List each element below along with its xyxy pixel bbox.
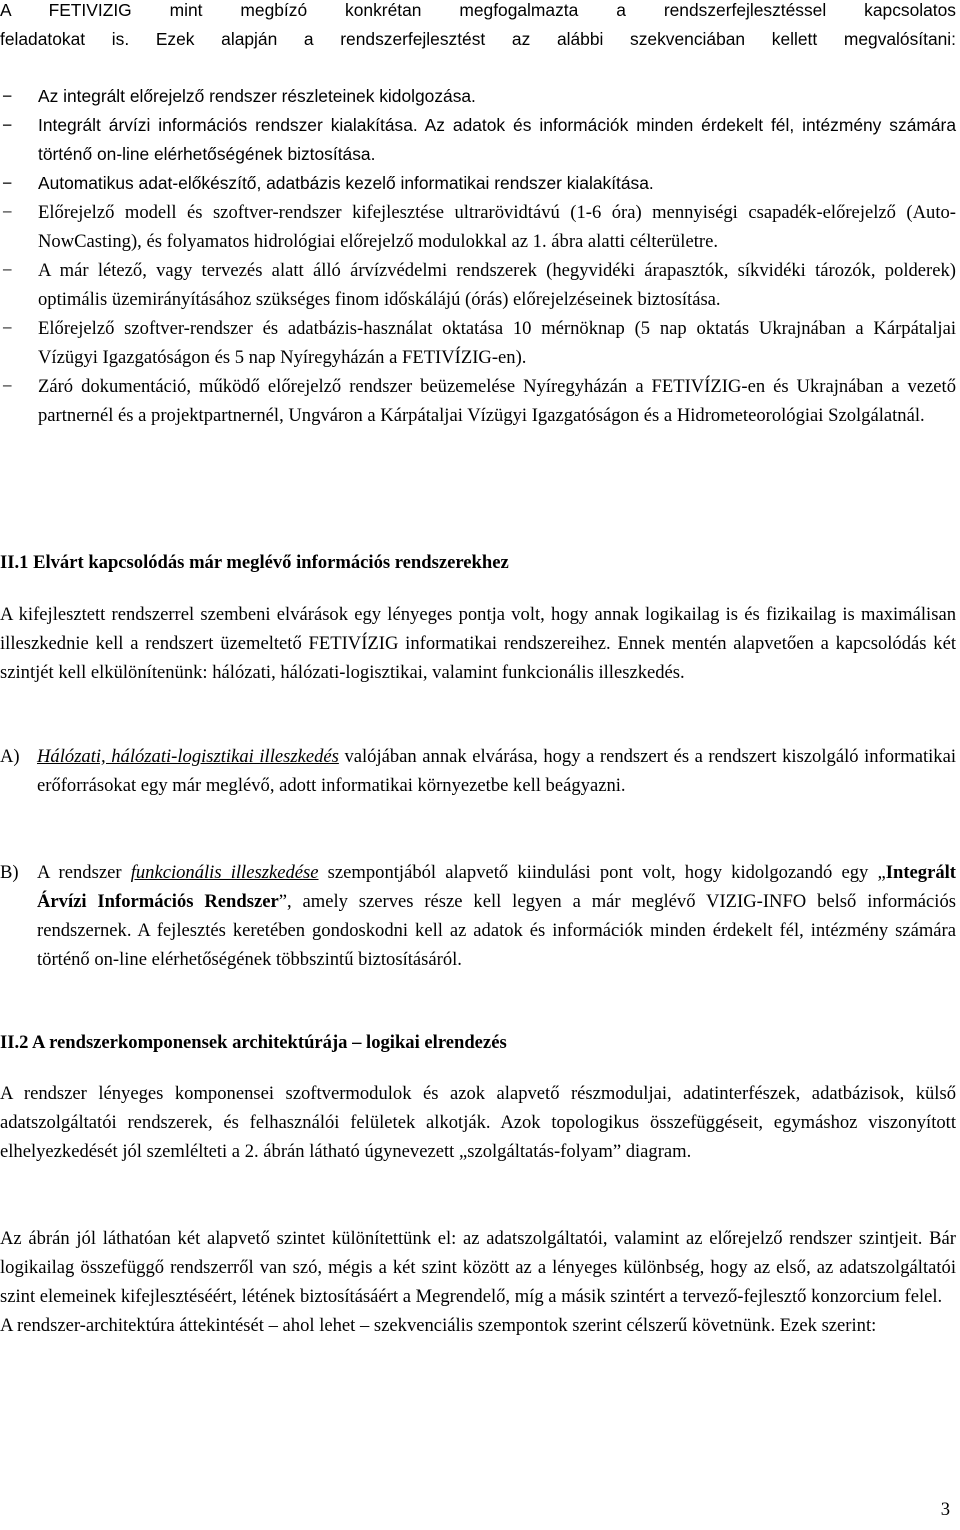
list-item: − Előrejelző modell és szoftver-rendszer kifejlesztése ultrarövidtávú (1-6 óra) mennyiségi csapadék-előrejelző (Auto-NowCasting), és folyamatos hidrológiai előrejelző modulokkal az 1. ábra alatti célterületre. bbox=[0, 198, 956, 256]
dash-bullet: − bbox=[2, 202, 13, 223]
item-b-text: A rendszer funkcionális illeszkedése szempontjából alapvető kiindulási pont volt, hogy kidolgozandó egy „Integrált Árvízi Információs Rendszer”, amely szerves része kell legyen a már meglévő VIZIG-INFO belső információs rendszernek. A fejlesztés keretében gondoskodni kell az adatok és információk minden érdekelt fél, intézmény számára történő on-line elérhetőségének többszintű biztosításáról. bbox=[37, 862, 956, 970]
item-b-label: B) bbox=[0, 862, 19, 883]
intro-line-1: A FETIVIZIG mint megbízó konkrétan megfogalmazta a rendszerfejlesztéssel kapcsolatos bbox=[0, 0, 956, 20]
dash-bullet: − bbox=[2, 260, 13, 281]
dash-bullet: − bbox=[2, 376, 13, 397]
list-item: − A már létező, vagy tervezés alatt álló árvízvédelmi rendszerek (hegyvidéki árapasztók, síkvidéki tározók, polderek) optimális üzemirányításához szükséges finom időskálájú (órás) előrejelzéseinek biztosítása. bbox=[0, 256, 956, 314]
item-a bbox=[0, 742, 956, 800]
list-item: − Automatikus adat-előkészítő, adatbázis kezelő informatikai rendszer kialakítása. bbox=[0, 169, 956, 198]
section-2-paragraphs bbox=[0, 1224, 956, 1340]
dash-bullet: − bbox=[2, 318, 13, 339]
list-item: − Integrált árvízi információs rendszer kialakítása. Az adatok és információk minden érdekelt fél, intézmény számára történő on-line elérhetőségének biztosítása. bbox=[0, 111, 956, 169]
intro-line-2: feladatokat is. Ezek alapján a rendszerfejlesztést az alábbi szekvenciában kellett megvalósítani: bbox=[0, 29, 956, 49]
section-2-paragraph-2: Az ábrán jól láthatóan két alapvető szintet különítettünk el: az adatszolgáltatói, valamint az előrejelző rendszer szintjeit. Bár logikailag összefüggő rendszerről van szó, mégis a két szint között az a lényeges különbség, hogy az első, az adatszolgáltatói szint elemeinek kifejlesztéséért, létének biztosításáért a Megrendelő, míg a másik szintért a tervező-fejlesztő konzorcium felel. bbox=[0, 1228, 956, 1307]
item-b-emphasis: funkcionális illeszkedése bbox=[130, 862, 319, 883]
item-b-bold-term: Integrált Árvízi Információs Rendszer bbox=[37, 862, 956, 912]
dash-bullet: − bbox=[2, 173, 13, 193]
item-b bbox=[0, 858, 956, 974]
list-item: − Az integrált előrejelző rendszer részleteinek kidolgozása. bbox=[0, 82, 956, 111]
item-a-label: A) bbox=[0, 746, 20, 767]
section-heading-ii-1: II.1 Elvárt kapcsolódás már meglévő információs rendszerekhez bbox=[0, 552, 509, 573]
task-list bbox=[0, 82, 956, 430]
page-number: 3 bbox=[940, 1499, 950, 1520]
list-item: − Előrejelző szoftver-rendszer és adatbázis-használat oktatása 10 mérnöknap (5 nap oktatás Ukrajnában a Kárpátaljai Vízügyi Igazgatóságon és 5 nap Nyíregyházán a FETIVÍZIG-en). bbox=[0, 314, 956, 372]
item-a-emphasis: Hálózati, hálózati-logisztikai illeszkedés bbox=[37, 746, 339, 767]
section-2-paragraph-1: A rendszer lényeges komponensei szoftvermodulok és azok alapvető részmoduljai, adatinterfészek, adatbázisok, külső adatszolgáltatói rendszerek, és felhasználói felületek alkotják. Azok topologikus összefüggéseit, egymáshoz viszonyított elhelyezkedését jól szemlélteti a 2. ábrán látható úgynevezett „szolgáltatás-folyam” diagram. bbox=[0, 1083, 956, 1162]
section-1-paragraph: A kifejlesztett rendszerrel szembeni elvárások egy lényeges pontja volt, hogy annak logikailag is és fizikailag is maximálisan illeszkednie kell a rendszert üzemeltető FETIVÍZIG informatikai rendszereihez. Ennek mentén alapvetően a kapcsolódás két szintjét kell elkülönítenünk: hálózati, hálózati-logisztikai, valamint funkcionális illeszkedés. bbox=[0, 604, 956, 683]
dash-bullet: − bbox=[2, 86, 13, 106]
dash-bullet: − bbox=[2, 115, 13, 135]
item-a-text: Hálózati, hálózati-logisztikai illeszkedés valójában annak elvárása, hogy a rendszert és a rendszert kiszolgáló informatikai erőforrásokat egy már meglévő, adott informatikai környezetbe kell beágyazni. bbox=[37, 746, 956, 796]
list-item: − Záró dokumentáció, működő előrejelző rendszer beüzemelése Nyíregyházán a FETIVÍZIG-en és Ukrajnában a vezető partnernél és a projektpartnernél, Ungváron a Kárpátaljai Vízügyi Igazgatóságon és a Hidrometeorológiai Szolgálatnál. bbox=[0, 372, 956, 430]
section-2-paragraph-3: A rendszer-architektúra áttekintését – ahol lehet – szekvenciális szempontok szerint célszerű követnünk. Ezek szerint: bbox=[0, 1315, 877, 1336]
intro-text bbox=[0, 0, 956, 54]
section-heading-ii-2: II.2 A rendszerkomponensek architektúrája – logikai elrendezés bbox=[0, 1032, 507, 1053]
